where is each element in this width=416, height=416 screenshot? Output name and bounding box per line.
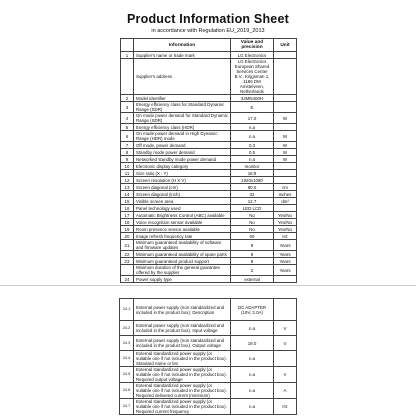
row-number: 16 bbox=[121, 205, 134, 212]
row-number: 15 bbox=[121, 198, 134, 205]
row-value: monitor bbox=[231, 163, 274, 170]
row-number: 24.2 bbox=[120, 321, 134, 336]
table-row bbox=[121, 149, 297, 156]
row-information: Visible screen area bbox=[134, 198, 231, 205]
row-value: n.a bbox=[231, 351, 274, 367]
row-value: n.a bbox=[231, 399, 274, 415]
row-information: Image refresh frequency rate bbox=[134, 233, 231, 240]
row-value: No bbox=[231, 212, 274, 219]
row-value: No bbox=[231, 226, 274, 233]
table-row bbox=[121, 184, 297, 191]
row-information: Supplier's name or trade mark bbox=[134, 52, 231, 59]
table-row bbox=[121, 219, 297, 226]
row-information: Supplier's address bbox=[134, 59, 231, 95]
row-unit: inches bbox=[274, 191, 297, 198]
row-number: 18 bbox=[121, 219, 134, 226]
row-information: Networked standby mode power demand bbox=[134, 156, 231, 163]
row-unit bbox=[274, 205, 297, 212]
row-value: 17.0 bbox=[231, 113, 274, 124]
table-row bbox=[121, 113, 297, 124]
row-unit: cm bbox=[274, 184, 297, 191]
table-row bbox=[120, 383, 297, 399]
row-value: 80.0 bbox=[231, 184, 274, 191]
row-unit: dm² bbox=[274, 198, 297, 205]
row-number: 24.1 bbox=[120, 299, 134, 321]
row-unit bbox=[274, 59, 297, 95]
table-row bbox=[121, 177, 297, 184]
row-information: Energy efficiency class for Standard Dynamic Range (SDR) bbox=[134, 102, 231, 113]
row-information: Automatic Brightness Control (ABC) available bbox=[134, 212, 231, 219]
row-number: 10 bbox=[121, 163, 134, 170]
table-header-row bbox=[121, 39, 297, 52]
row-number: 1 bbox=[121, 52, 134, 59]
row-unit: W bbox=[274, 142, 297, 149]
row-value: n.a bbox=[231, 124, 274, 131]
row-value: external bbox=[231, 276, 274, 283]
row-information: External standardized power supply (or suitable one if not included in the product box). Required delivered current (minimum) bbox=[134, 383, 231, 399]
row-information: External standardized power supply (or suitable one if not included in the product box). Required output voltage bbox=[134, 367, 231, 383]
row-value: n.a bbox=[231, 367, 274, 383]
row-number: 2 bbox=[121, 95, 134, 102]
row-number: 6 bbox=[121, 131, 134, 142]
row-information: Minimum duration of the general guarantee offered by the supplier bbox=[134, 265, 231, 276]
row-unit: Yes/No bbox=[274, 219, 297, 226]
row-number: 23 bbox=[121, 258, 134, 265]
page-subtitle: in accordance with Regulation EU_2019_2013 bbox=[151, 28, 265, 34]
row-information: External power supply (non standardized and included in the product box). Description bbox=[134, 299, 231, 321]
row-number bbox=[121, 59, 134, 95]
table-row bbox=[120, 367, 297, 383]
row-information: Panel technology used bbox=[134, 205, 231, 212]
row-number: 21 bbox=[121, 240, 134, 251]
header-value: Value and precision bbox=[231, 39, 274, 52]
row-unit: W bbox=[274, 149, 297, 156]
row-value: 8 bbox=[231, 251, 274, 258]
table-row bbox=[121, 170, 297, 177]
table-row bbox=[120, 351, 297, 367]
row-value: LG Electronics European Shared Services Center B.V., Krijgsman 1, 1186 DM Amstelveen, Netherlands bbox=[231, 59, 274, 95]
page-title: Product Information Sheet bbox=[127, 12, 289, 26]
row-information: Power supply type bbox=[134, 276, 231, 283]
table-row bbox=[121, 205, 297, 212]
table-row bbox=[121, 102, 297, 113]
row-number: 17 bbox=[121, 212, 134, 219]
table-row bbox=[121, 131, 297, 142]
row-unit: W bbox=[274, 113, 297, 124]
row-value: DC ADAPTER (19V, 2.0A) bbox=[231, 299, 274, 321]
row-unit bbox=[274, 52, 297, 59]
row-number: 8 bbox=[121, 149, 134, 156]
table-row bbox=[121, 59, 297, 95]
row-number: 11 bbox=[121, 170, 134, 177]
row-information: Size ratio (X : Y) bbox=[134, 170, 231, 177]
row-information: External standardized power supply (or suitable one if not included in the product box). Required current frequency bbox=[134, 399, 231, 415]
table-row bbox=[121, 142, 297, 149]
row-number: 24 bbox=[121, 276, 134, 283]
table-row bbox=[121, 212, 297, 219]
row-unit bbox=[274, 163, 297, 170]
row-information: Energy efficiency class (HDR) bbox=[134, 124, 231, 131]
header-number bbox=[121, 39, 134, 52]
row-unit: Hz bbox=[274, 233, 297, 240]
row-information: Screen diagonal (cm) bbox=[134, 184, 231, 191]
table-row bbox=[120, 321, 297, 336]
row-number: 3 bbox=[121, 102, 134, 113]
row-number: 20 bbox=[121, 233, 134, 240]
row-number: 13 bbox=[121, 184, 134, 191]
table-row bbox=[121, 226, 297, 233]
row-information: Model identifier bbox=[134, 95, 231, 102]
header-unit: Unit bbox=[274, 39, 297, 52]
table-row bbox=[121, 198, 297, 205]
row-information: Standby mode power demand bbox=[134, 149, 231, 156]
row-unit: Years bbox=[274, 265, 297, 276]
row-unit: V bbox=[274, 367, 297, 383]
row-number: 19 bbox=[121, 226, 134, 233]
row-number: 9 bbox=[121, 156, 134, 163]
row-number: 24.3 bbox=[120, 336, 134, 351]
table-row bbox=[121, 258, 297, 265]
row-information: Electronic display category bbox=[134, 163, 231, 170]
row-number: 24.4 bbox=[120, 351, 134, 367]
row-unit: Years bbox=[274, 251, 297, 258]
row-value: 32MN400H bbox=[231, 95, 274, 102]
row-value: 16:9 bbox=[231, 170, 274, 177]
table-row bbox=[121, 156, 297, 163]
table-row bbox=[121, 95, 297, 102]
header-information: Information bbox=[134, 39, 231, 52]
row-information: Minimum guaranteed availability of spare parts bbox=[134, 251, 231, 258]
row-value: n.a bbox=[231, 383, 274, 399]
row-unit: A bbox=[274, 383, 297, 399]
row-unit: Yes/No bbox=[274, 212, 297, 219]
row-value: n.a bbox=[231, 156, 274, 163]
row-value: 1920x1080 bbox=[231, 177, 274, 184]
row-number: 12 bbox=[121, 177, 134, 184]
row-information: Screen diagonal (inch) bbox=[134, 191, 231, 198]
row-unit: V bbox=[274, 321, 297, 336]
row-value: n.a bbox=[231, 321, 274, 336]
row-value: 8 bbox=[231, 240, 274, 251]
row-unit: V bbox=[274, 336, 297, 351]
table-row bbox=[121, 265, 297, 276]
table-row bbox=[121, 233, 297, 240]
row-unit: W bbox=[274, 131, 297, 142]
row-unit bbox=[274, 299, 297, 321]
row-number: 14 bbox=[121, 191, 134, 198]
row-information: Minimum guaranteed availability of software and firmware updates bbox=[134, 240, 231, 251]
table-row bbox=[120, 399, 297, 415]
row-value: LG Electronics bbox=[231, 52, 274, 59]
table-row bbox=[121, 191, 297, 198]
row-value: LED LCD bbox=[231, 205, 274, 212]
row-information: Screen resolution (H X V) bbox=[134, 177, 231, 184]
power-supply-table bbox=[119, 298, 297, 415]
row-information: On mode power demand for Standard Dynamic Range (SDR) bbox=[134, 113, 231, 124]
row-number: 24.5 bbox=[120, 367, 134, 383]
info-table bbox=[120, 38, 297, 283]
table-row bbox=[120, 299, 297, 321]
row-unit: Hz bbox=[274, 399, 297, 415]
page-divider bbox=[0, 285, 416, 286]
table-row bbox=[120, 336, 297, 351]
row-value: 60 bbox=[231, 233, 274, 240]
row-unit: Years bbox=[274, 240, 297, 251]
row-unit bbox=[274, 177, 297, 184]
table-row bbox=[121, 52, 297, 59]
row-value: E bbox=[231, 102, 274, 113]
row-number: 5 bbox=[121, 124, 134, 131]
row-value: 32 bbox=[231, 191, 274, 198]
row-unit bbox=[274, 351, 297, 367]
row-information: External power supply (non standardized and included in the product box). Output voltage bbox=[134, 336, 231, 351]
table-row bbox=[121, 276, 297, 283]
row-value: No bbox=[231, 219, 274, 226]
row-number: 7 bbox=[121, 142, 134, 149]
row-information: Room presence sensor available bbox=[134, 226, 231, 233]
row-value: 0.3 bbox=[231, 142, 274, 149]
row-unit bbox=[274, 102, 297, 113]
row-information: Voice recognition sensor available bbox=[134, 219, 231, 226]
row-information: On mode power demand in High Dynamic Range (HDR) mode bbox=[134, 131, 231, 142]
row-value: 0.5 bbox=[231, 149, 274, 156]
row-number: 22 bbox=[121, 251, 134, 258]
row-number: 24.7 bbox=[120, 399, 134, 415]
row-information: Minimum guaranteed product support bbox=[134, 258, 231, 265]
row-unit bbox=[274, 124, 297, 131]
row-unit: Years bbox=[274, 258, 297, 265]
row-value: 19.0 bbox=[231, 336, 274, 351]
row-unit bbox=[274, 95, 297, 102]
table-row bbox=[121, 124, 297, 131]
row-information: External power supply (non standardized and included in the product box). Input voltage bbox=[134, 321, 231, 336]
table-row bbox=[121, 163, 297, 170]
row-information: External standardized power supply (or suitable one if not included in the product box). Standard name or list bbox=[134, 351, 231, 367]
table-row bbox=[121, 240, 297, 251]
row-unit: Yes/No bbox=[274, 226, 297, 233]
row-unit bbox=[274, 170, 297, 177]
row-value: 8 bbox=[231, 258, 274, 265]
row-information: Off mode, power demand bbox=[134, 142, 231, 149]
row-value: 2 bbox=[231, 265, 274, 276]
row-number: 4 bbox=[121, 113, 134, 124]
row-unit: W bbox=[274, 156, 297, 163]
row-value: n.a bbox=[231, 131, 274, 142]
table-row bbox=[121, 251, 297, 258]
row-number bbox=[121, 265, 134, 276]
row-unit bbox=[274, 276, 297, 283]
row-number: 24.6 bbox=[120, 383, 134, 399]
row-value: 12.7 bbox=[231, 198, 274, 205]
